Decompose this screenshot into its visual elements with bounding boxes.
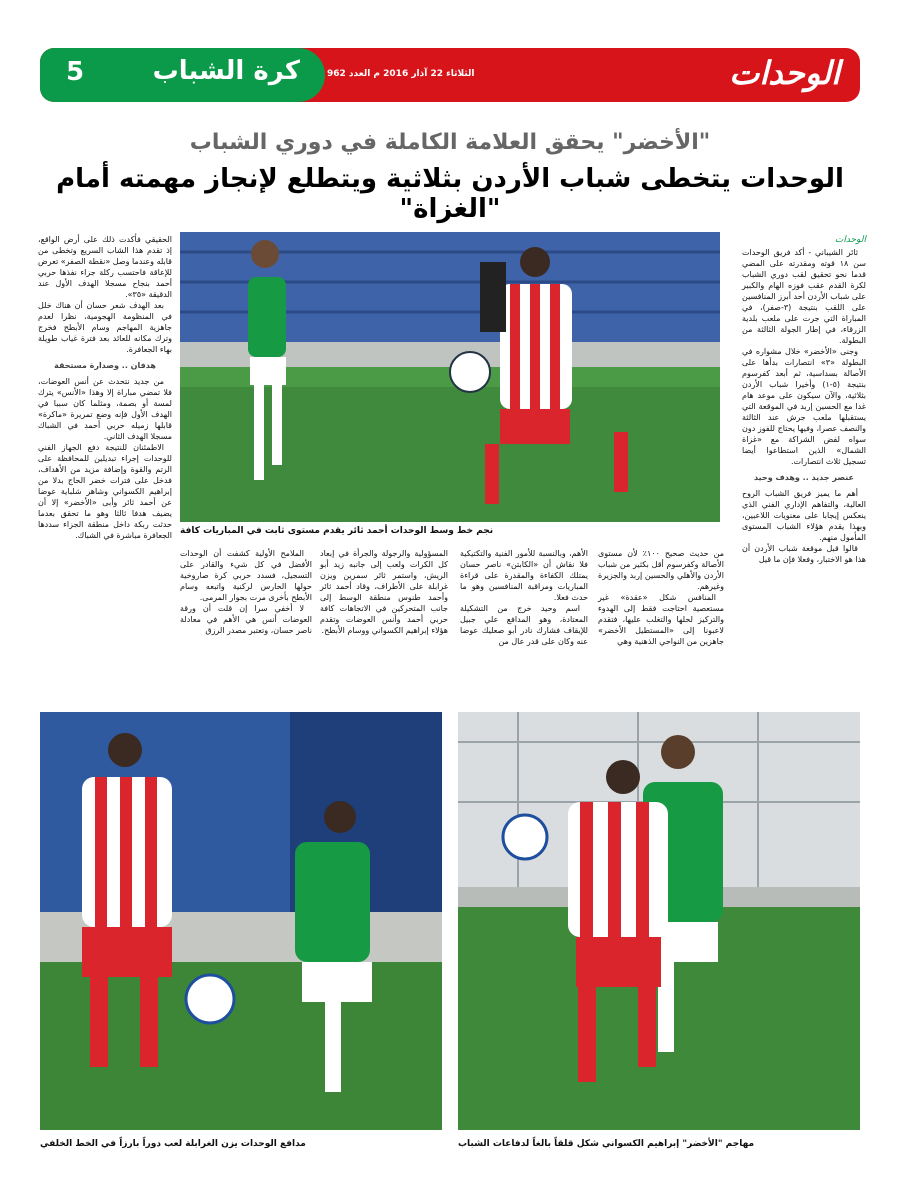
paragraph: من حديث صحيح ١٠٠٪ لأن مستوى الأصالة وكفرسوم أقل بكثير من شباب الأردن والأهلي والحسين إربد والجزيرة وغيرهم. (598, 549, 724, 591)
page-header-bar (40, 48, 860, 102)
paragraph: ثائر الشيباني - أكد فريق الوحدات سن ١٨ قوته ومقدرته على المضي قدما نحو تحقيق لقب دوري الشباب لكرة القدم عقب فوزه الهام والكبير على شباب الأردن أحد أبرز المنافسين على اللقب بنتيجة (٣-صفر)، في المباراة التي جرت على ملعب بلدية الزرقاء، في إطار الجولة الثالثة من البطولة. (742, 248, 866, 345)
paragraph: أهم ما يميز فريق الشباب الروح العالية، والتفاهم الإداري الفني الذي ينعكس إيجابا على معنويات اللاعبين، وبهذا يقدم هؤلاء الشباب المستوى المأمول منهم. (742, 489, 866, 542)
paragraph: الملامح الأولية كشفت أن الوحدات الأفضل في كل شيء والقادر على التسجيل، فسدد حربي كرة صاروخية حولها الحارس لركنية واتبعه وسام الأبطح بأخرى مرت بجوار المرمى. (180, 549, 312, 602)
paragraph: الاطمئنان للنتيجة دفع الجهاز الفني للوحدات إجراء تبديلين للمحافظة على الرتم والقوة وإضافة مزيد من الأهداف، فدخل على فترات خضر الحاج بدلا من إبراهيم الكسواني وشاهر شلباية عوضا عن أحمد ثائر وأبى «الأخضر» إلا أن يضيف هدفا ثالثا وهو ما تحقق بعدما حدثت ربكة داخل منطقة الجزاء سددها الجعافرة مباشرة في الشباك. (38, 443, 172, 540)
paragraph: المسؤولية والرجولة والجرأة في إبعاد كل الكرات ولعب إلى جانبه زيد أبو الريش، واستمر ثائر سمرين ويزن غرابلة على الأطراف، وقاد أحمد ثائر وأحمد طنوس منطقة الوسط إلى جانب المتحركين في الاتجاهات كافة حربي أحمد وأنس العوضات وتقدم هؤلاء إبراهيم الكسواني ووسام الأبطح. (320, 549, 448, 635)
dateline: الثلاثاء 22 آذار 2016 م العدد 962 (327, 69, 475, 79)
paragraph: لا أخفي سرا إن قلت أن ورقة العوضات أنس هي الأهم في معادلة ناصر حسان، وتعتبر مصدر الرزق (180, 604, 312, 635)
article-column-5 (180, 548, 312, 636)
article-column-3 (460, 548, 588, 647)
paragraph: الأهم، وبالنسبة للأمور الفنية والتكتيكية فلا نقاش أن «الكابتن» ناصر حسان يمتلك الكفاءة والمقدرة على قراءة المباريات ومراقبة المنافسين وهو ما حدث فعلا. (460, 549, 588, 602)
byline: الوحدات (834, 235, 866, 245)
article-column-1 (742, 234, 866, 565)
subheading: هدفان .. وصدارة مستحقة (54, 361, 156, 370)
caption-text: مدافع الوحدات يزن الغرابلة لعب دوراً بارزاً في الخط الخلفي (40, 1139, 306, 1149)
paragraph: المنافس شكل «عقدة» غير مستعصية احتاجت فقط إلى الهدوء والتركيز لحلها والتغلب عليها، فتقدم لاعبونا إلى «المستطيل الأخضر» جاهزين من النواحي الذهنية وهي (598, 593, 724, 646)
bottom-right-caption (458, 1139, 860, 1149)
article-column-6 (38, 234, 172, 541)
bottom-left-caption (40, 1139, 442, 1149)
article-column-2 (598, 548, 724, 647)
paragraph: وجنى «الأخضر» خلال مشواره في البطولة «٣» انتصارات بدأها على الأصالة بسداسية، ثم أبعد كفرسوم بنتيجة (٥-١) وأخيرا شباب الأردن بثلاثية، والآن سيكون على موعد هام غدا مع الحسين إربد في الموقعة التي يستقبلها ملعب جرش عند الثالثة والنصف عصرا، وفيها يحتاج للفوز دون سواه لفض الشراكة مع «غزاة الشمال» الذين استطاعوا أيضا تسجيل ثلاث انتصارات. (742, 347, 866, 466)
article-column-4 (320, 548, 448, 636)
paragraph: الحقيقي فأكدت ذلك على أرض الواقع، إذ تقدم هذا الشاب السريع وتخطى من قابله وعندما وصل «نقطة الصفر» تعرض للإعاقة فاحتسب ركلة جزاء نفذها حربي أحمد بنجاح مسجلا الهدف الأول عند الدقيقة «٣٥». (38, 235, 172, 299)
article-kicker: "الأخضر" يحقق العلامة الكاملة في دوري الشباب (189, 130, 711, 155)
top-photo (180, 232, 720, 522)
section-title: كرة الشباب (152, 56, 300, 86)
paragraph: قالوا قبل موقعة شباب الأردن أن هذا هو الاختبار، وفعلا فإن ما قيل (742, 544, 866, 564)
article-headline: الوحدات يتخطى شباب الأردن بثلاثية ويتطلع لإنجاز مهمته أمام "الغزاة" (56, 164, 844, 224)
paragraph: بعد الهدف شعر حسان أن هناك خلل في المنظومة الهجومية، نظرا لعدم جاهزية المهاجم وسام الأبطح فخرج وترك مكانه للعائد بعد فترة غياب طويلة بهاء الجعافرة. (38, 301, 172, 354)
bottom-right-photo (458, 712, 860, 1130)
section-banner (40, 48, 325, 102)
caption-text: نجم خط وسط الوحدات أحمد ثائر يقدم مستوى ثابت في المباريات كافة (180, 526, 494, 536)
subheading: عنصر جديد .. وهدف وحيد (754, 473, 854, 482)
bottom-left-photo (40, 712, 442, 1130)
page-number: 5 (66, 57, 85, 87)
top-photo-caption (180, 526, 720, 536)
newspaper-logo: الوحدات (729, 54, 840, 92)
paragraph: من جديد نتحدث عن أنس العوضات، فلا تمضي مباراة إلا وهذا «الأنس» يترك لمسة أو بصمة، ومثلما كان سببا في الهدف الأول فإنه وضع تمريرة «ماكرة» قابلها زميله حربي أحمد في الشباك مسجلا الهدف الثاني. (38, 377, 172, 441)
paragraph: اسم وحيد خرج من التشكيلة المعتادة، وهو المدافع علي جبيل للإيقاف فشارك نادر أبو صعليك عوضا عنه وكان على قدر عال من (460, 604, 588, 646)
caption-text: مهاجم "الأخضر" إبراهيم الكسواني شكل قلقاً بالغاً لدفاعات الشباب (458, 1139, 755, 1149)
